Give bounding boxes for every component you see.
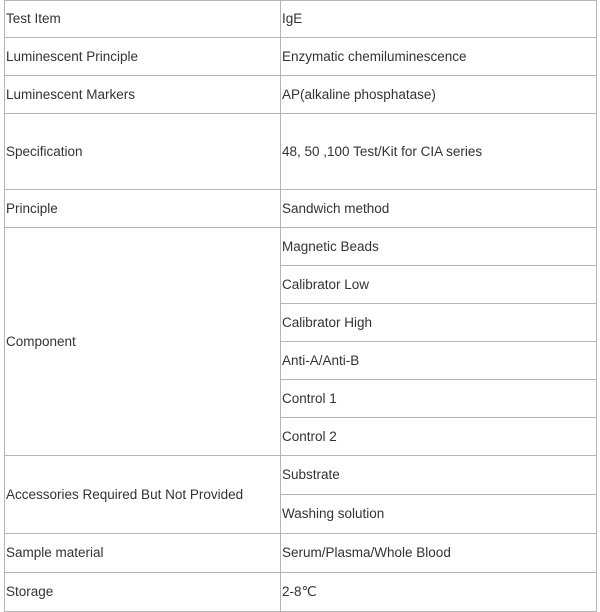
row-label: Accessories Required But Not Provided	[5, 456, 281, 534]
row-label: Luminescent Markers	[5, 76, 281, 114]
row-luminescent-principle	[5, 38, 597, 76]
row-label: Principle	[5, 190, 281, 228]
row-principle	[5, 190, 597, 228]
row-label: Test Item	[5, 1, 281, 38]
row-value: Serum/Plasma/Whole Blood	[281, 534, 597, 573]
row-label: Storage	[5, 573, 281, 612]
row-value: Control 2	[281, 418, 597, 456]
row-sample-material	[5, 534, 597, 573]
row-label: Component	[5, 228, 281, 456]
row-value: Enzymatic chemiluminescence	[281, 38, 597, 76]
spec-table	[4, 0, 597, 612]
row-value: Calibrator High	[281, 304, 597, 342]
row-specification	[5, 114, 597, 190]
row-storage	[5, 573, 597, 612]
row-value: Anti-A/Anti-B	[281, 342, 597, 380]
row-label: Specification	[5, 114, 281, 190]
row-accessories	[5, 456, 597, 495]
row-label: Sample material	[5, 534, 281, 573]
row-value: 2-8℃	[281, 573, 597, 612]
row-component	[5, 228, 597, 266]
row-test-item	[5, 1, 597, 38]
row-label: Luminescent Principle	[5, 38, 281, 76]
row-value: Magnetic Beads	[281, 228, 597, 266]
row-value: Control 1	[281, 380, 597, 418]
row-value: Washing solution	[281, 495, 597, 534]
row-value: Sandwich method	[281, 190, 597, 228]
row-luminescent-markers	[5, 76, 597, 114]
row-value: Calibrator Low	[281, 266, 597, 304]
row-value: AP(alkaline phosphatase)	[281, 76, 597, 114]
row-value: IgE	[281, 1, 597, 38]
row-value: Substrate	[281, 456, 597, 495]
row-value: 48, 50 ,100 Test/Kit for CIA series	[281, 114, 597, 190]
